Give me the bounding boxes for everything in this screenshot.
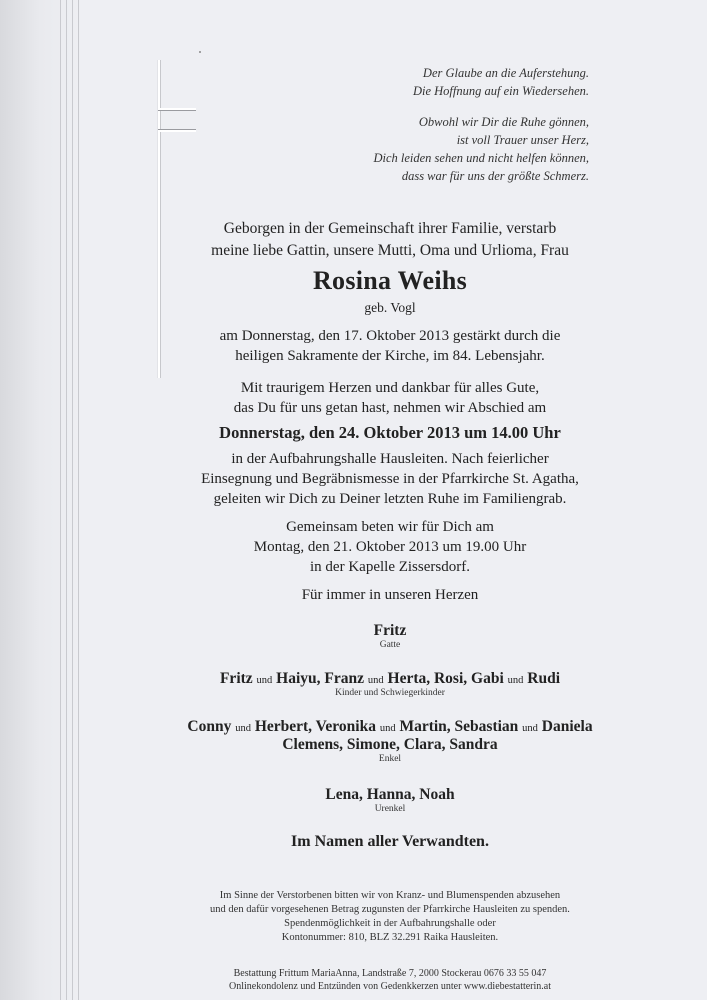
page-edge-shadow [0,0,80,1000]
und-connector: und [256,675,273,686]
prayer-line: Gemeinsam beten wir für Dich am [286,519,494,535]
farewell-line: das Du für uns getan hast, nehmen wir Abschied am [233,400,547,416]
deceased-name: Rosina Weihs [312,266,468,295]
poem-line: dass war für uns der größte Schmerz. [401,169,589,183]
birth-name: geb. Vogl [364,300,416,315]
poem [373,64,589,198]
paper-speck [199,51,201,53]
funeral-line: geleiten wir Dich zu Deiner letzten Ruhe im Familiengrab. [213,491,567,507]
farewell-line: Mit traurigem Herzen und dankbar für alles Gute, [240,380,540,396]
grandchildren-relation: Enkel [378,754,402,764]
child-name: Fritz [219,670,253,687]
closing-text: Im Namen aller Verwandten. [291,833,489,850]
intro-text [170,218,610,262]
death-text [170,326,610,366]
child-name: Haiyu, Franz [276,670,365,687]
great-grandchildren-names: Lena, Hanna, Noah [325,786,455,803]
great-grandchildren-relation: Urenkel [374,804,406,814]
poem-line: Der Glaube an die Auferstehung. [422,66,589,80]
und-connector: und [235,723,251,734]
funeral-line: in der Aufbahrungshalle Hausleiten. Nach feierlicher [231,451,549,467]
grandchild-name: Conny [187,718,232,735]
child-name: Rudi [527,670,561,687]
donation-text [130,889,650,945]
und-connector: und [379,723,396,734]
intro-line: Geborgen in der Gemeinschaft ihrer Familie, verstarb [223,220,557,237]
grandchild-name: Martin, Sebastian [399,718,519,735]
grandchild-name: Herbert, Veronika [254,718,376,735]
undertaker-line: Onlinekondolenz und Entzünden von Gedenkkerzen unter www.diebestatterin.at [228,981,552,992]
cross-beam-upper [158,108,196,110]
donation-line: Im Sinne der Verstorbenen bitten wir von Kranz- und Blumenspenden abzusehen [219,890,561,901]
edge-line [78,0,79,1000]
grandchildren-names [150,718,630,736]
death-line: heiligen Sakramente der Kirche, im 84. Lebensjahr. [235,348,545,364]
edge-line [72,0,73,1000]
undertaker-info [150,967,630,993]
forever-text: Für immer in unseren Herzen [301,587,479,603]
grandchild-name: Daniela [541,718,593,735]
mourner-spouse [170,622,610,650]
children-relation: Kinder und Schwiegerkinder [335,688,445,698]
funeral-text [170,449,610,509]
funeral-line: Einsegnung und Begräbnismesse in der Pfarrkirche St. Agatha, [201,471,579,487]
poem-line: ist voll Trauer unser Herz, [456,133,589,147]
und-connector: und [522,723,538,734]
und-connector: und [507,675,524,686]
prayer-line: in der Kapelle Zissersdorf. [310,559,470,575]
funeral-date: Donnerstag, den 24. Oktober 2013 um 14.00 Uhr [219,423,561,442]
death-line: am Donnerstag, den 17. Oktober 2013 gestärkt durch die [219,328,561,344]
prayer-text [170,517,610,577]
cross-beam-lower [158,130,196,132]
poem-stanza-2 [373,113,589,185]
undertaker-line: Bestattung Frittum MariaAnna, Landstraße 7, 2000 Stockerau 0676 33 55 047 [233,968,547,979]
grandchildren-names-line2: Clemens, Simone, Clara, Sandra [282,736,498,753]
donation-line: Spendenmöglichkeit in der Aufbahrungshalle oder [284,918,496,929]
poem-line: Obwohl wir Dir die Ruhe gönnen, [418,115,589,129]
children-names [170,670,610,688]
poem-line: Die Hoffnung auf ein Wiedersehen. [412,84,589,98]
mourner-children [170,670,610,698]
prayer-line: Montag, den 21. Oktober 2013 um 19.00 Uhr [253,539,527,555]
child-name: Herta, Rosi, Gabi [387,670,504,687]
intro-line: meine liebe Gattin, unsere Mutti, Oma und Urlioma, Frau [211,242,569,259]
poem-line: Dich leiden sehen und nicht helfen können, [373,151,589,165]
spouse-relation: Gatte [379,640,401,650]
spouse-name: Fritz [373,622,407,639]
farewell-text [170,378,610,418]
und-connector: und [367,675,384,686]
edge-line [66,0,67,1000]
poem-stanza-1 [373,64,589,100]
mourner-grandchildren [150,718,630,764]
mourner-great-grandchildren [170,786,610,814]
donation-line: und den dafür vorgesehenen Betrag zugunsten der Pfarrkirche Hausleiten zu spenden. [210,904,570,915]
edge-line [60,0,61,1000]
donation-line: Kontonummer: 810, BLZ 32.291 Raika Hausleiten. [281,932,499,943]
